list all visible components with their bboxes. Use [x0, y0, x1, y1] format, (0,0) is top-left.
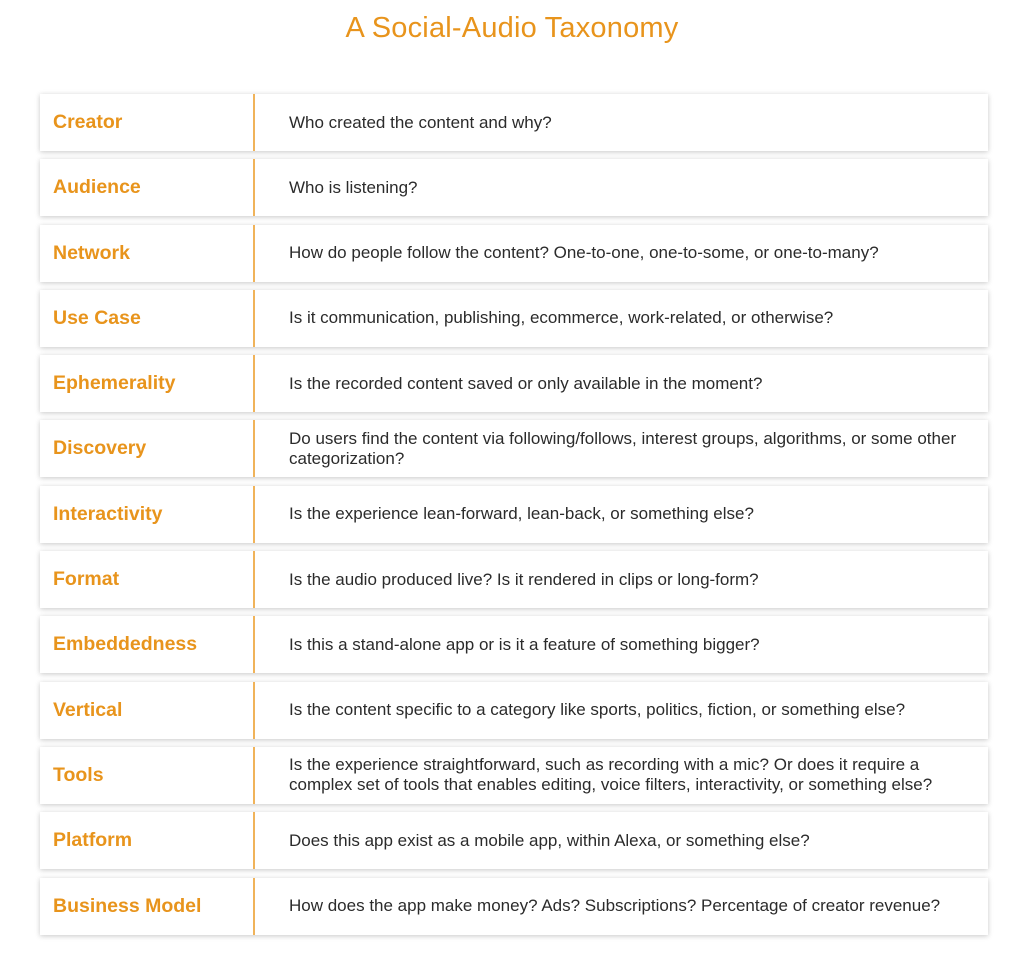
taxonomy-row — [40, 682, 988, 739]
taxonomy-question: How do people follow the content? One-to-one, one-to-some, or one-to-many? — [289, 243, 879, 263]
taxonomy-question: Is it communication, publishing, ecommerce, work-related, or otherwise? — [289, 308, 834, 328]
taxonomy-row — [40, 420, 988, 477]
page-title: A Social-Audio Taxonomy — [345, 12, 679, 44]
taxonomy-label: Business Model — [53, 894, 202, 917]
taxonomy-label: Vertical — [53, 698, 123, 721]
taxonomy-label: Audience — [53, 176, 141, 199]
taxonomy-question: How does the app make money? Ads? Subscriptions? Percentage of creator revenue? — [289, 896, 941, 916]
taxonomy-question: Is the experience lean-forward, lean-back, or something else? — [289, 504, 754, 524]
taxonomy-label: Creator — [53, 111, 123, 133]
taxonomy-question: Is the experience straightforward, such as recording with a mic? Or does it require a complex set of tools that enables editing, voice filters, interactivity, or something else? — [289, 755, 933, 795]
taxonomy-row — [40, 159, 988, 216]
taxonomy-question: Who is listening? — [289, 177, 418, 197]
taxonomy-table — [40, 94, 988, 943]
taxonomy-question: Do users find the content via following/follows, interest groups, algorithms, or some other categorization? — [289, 428, 957, 468]
taxonomy-question: Is the recorded content saved or only available in the moment? — [289, 373, 763, 393]
taxonomy-row — [40, 747, 988, 804]
taxonomy-question: Does this app exist as a mobile app, within Alexa, or something else? — [289, 830, 810, 850]
taxonomy-question: Is the audio produced live? Is it rendered in clips or long-form? — [289, 569, 759, 589]
taxonomy-row — [40, 878, 988, 935]
taxonomy-question: Who created the content and why? — [289, 112, 552, 132]
taxonomy-label: Format — [53, 568, 120, 591]
taxonomy-row — [40, 616, 988, 673]
taxonomy-row — [40, 551, 988, 608]
taxonomy-row — [40, 812, 988, 869]
taxonomy-row — [40, 94, 988, 151]
taxonomy-label: Interactivity — [53, 502, 163, 525]
taxonomy-row — [40, 225, 988, 282]
taxonomy-label: Discovery — [53, 437, 147, 460]
taxonomy-question: Is this a stand-alone app or is it a feature of something bigger? — [289, 634, 760, 654]
taxonomy-question: Is the content specific to a category like sports, politics, fiction, or something else? — [289, 700, 906, 720]
taxonomy-row — [40, 355, 988, 412]
taxonomy-label: Tools — [53, 763, 104, 786]
taxonomy-label: Embeddedness — [53, 633, 198, 656]
taxonomy-label: Network — [53, 241, 130, 264]
taxonomy-row — [40, 290, 988, 347]
taxonomy-label: Platform — [53, 829, 133, 852]
taxonomy-label: Ephemerality — [53, 372, 176, 395]
taxonomy-label: Use Case — [53, 306, 141, 329]
taxonomy-row — [40, 486, 988, 543]
